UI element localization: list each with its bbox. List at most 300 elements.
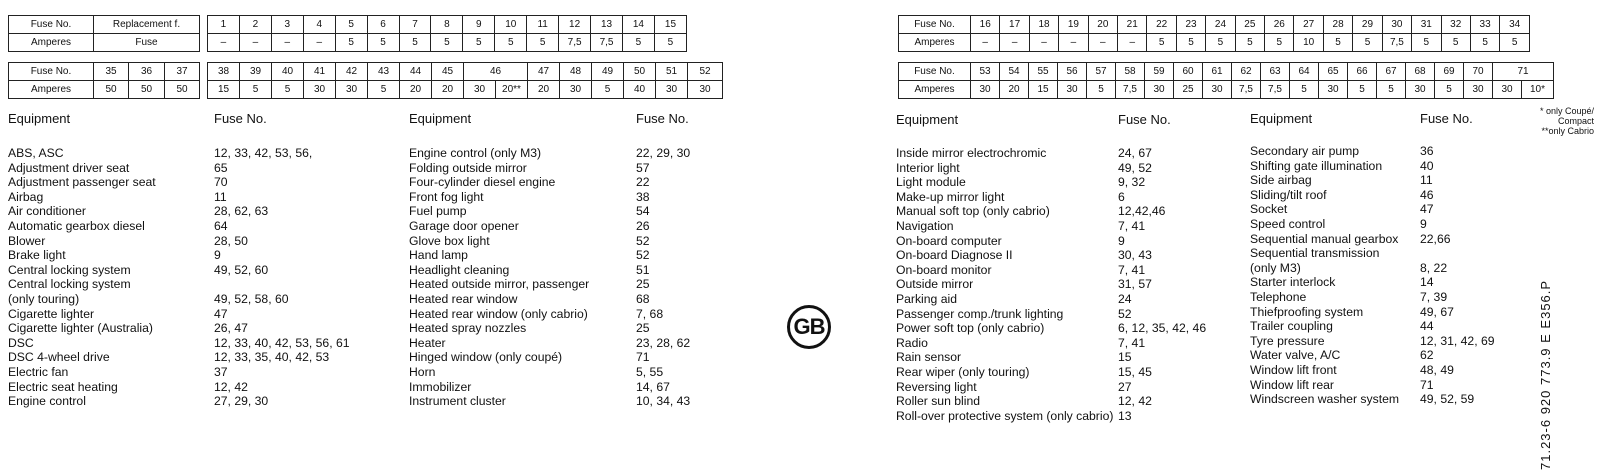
equipment-name: Central locking system	[8, 277, 131, 292]
equipment-fuses: 40	[1420, 158, 1434, 173]
equipment-name: Radio	[896, 335, 928, 350]
fuse-number-cell: 4	[303, 16, 335, 34]
footnote-compact: Compact	[1557, 116, 1594, 126]
equipment-name: Electric fan	[8, 364, 69, 379]
equipment-name: Hinged window (only coupé)	[409, 350, 563, 365]
fuse-number-cell: 57	[1087, 63, 1116, 81]
fuse-number-cell: 14	[622, 16, 654, 34]
ampere-cell: –	[971, 34, 1000, 52]
equipment-fuses: 8, 22	[1420, 260, 1448, 275]
fuse-table-2-labels	[8, 62, 200, 99]
ampere-cell: 5	[1290, 81, 1319, 99]
equipment-name: Shifting gate illumination	[1250, 158, 1383, 173]
ampere-cell: 50	[165, 81, 200, 99]
equipment-fuses: 6	[1118, 189, 1125, 204]
fuse-number-cell: 43	[368, 63, 400, 81]
fuse-list-2	[636, 146, 690, 409]
equipment-fuses: 57	[636, 160, 650, 175]
ampere-cell: 5	[1235, 34, 1264, 52]
equipment-name: (only touring)	[8, 291, 80, 306]
ampere-cell: 5	[592, 81, 624, 99]
equipment-name: Navigation	[896, 218, 954, 233]
equipment-fuses: 13	[1118, 408, 1132, 423]
ampere-cell: 5	[1412, 34, 1441, 52]
equipment-name: Electric seat heating	[8, 379, 118, 394]
equipment-list-1	[8, 146, 156, 409]
ampere-cell: 30	[1319, 81, 1348, 99]
fuse-no-label: Fuse No.	[899, 16, 971, 34]
fuse-no-header-3: Fuse No.	[1118, 112, 1171, 127]
ampere-cell: 10*	[1522, 81, 1554, 99]
fuse-number-cell: 30	[1382, 16, 1411, 34]
equipment-name: Blower	[8, 233, 46, 248]
equipment-name: Roller sun blind	[896, 394, 981, 409]
equipment-fuses: 26	[636, 218, 650, 233]
equipment-name: On-board Diagnose II	[896, 248, 1013, 263]
ampere-cell: 5	[431, 34, 463, 52]
fuse-table-2-values	[207, 62, 723, 99]
fuse-number-cell: 6	[367, 16, 399, 34]
fuse-number-cell: 11	[527, 16, 559, 34]
equipment-name: (only M3)	[1250, 260, 1301, 275]
equipment-fuses: 9, 32	[1118, 175, 1146, 190]
equipment-fuses: 49, 52, 59	[1420, 392, 1475, 407]
equipment-fuses: 52	[1118, 306, 1132, 321]
equipment-fuses: 26, 47	[214, 321, 248, 336]
ampere-cell: 5	[1441, 34, 1470, 52]
fuse-number-cell: 65	[1319, 63, 1348, 81]
fuse-number-cell: 37	[165, 63, 200, 81]
ampere-cell: 15	[1029, 81, 1058, 99]
fuse-number-cell: 67	[1377, 63, 1406, 81]
fuse-number-cell: 70	[1464, 63, 1493, 81]
equipment-fuses: 22,66	[1420, 231, 1451, 246]
ampere-cell: 5	[335, 34, 367, 52]
fuse-number-cell: 47	[528, 63, 560, 81]
equipment-name: Heated rear window	[409, 291, 518, 306]
equipment-name: Engine control	[8, 394, 86, 409]
equipment-fuses: 37	[214, 364, 228, 379]
ampere-cell: 25	[1174, 81, 1203, 99]
equipment-name: Heated spray nozzles	[409, 321, 527, 336]
fuse-number-cell: 44	[400, 63, 432, 81]
fuse-number-cell: 36	[129, 63, 165, 81]
fuse-number-cell: 61	[1203, 63, 1232, 81]
equipment-fuses: 71	[636, 350, 650, 365]
ampere-cell: 7,5	[1232, 81, 1261, 99]
equipment-fuses: 27, 29, 30	[214, 394, 269, 409]
ampere-cell: 30	[1058, 81, 1087, 99]
equipment-fuses: 31, 57	[1118, 277, 1152, 292]
equipment-fuses: 44	[1420, 319, 1434, 334]
equipment-fuses: 9	[1420, 216, 1427, 231]
ampere-cell: 5	[1206, 34, 1235, 52]
equipment-name: Side airbag	[1250, 173, 1312, 188]
equipment-name: Sequential manual gearbox	[1250, 231, 1399, 246]
equipment-name: Sliding/tilt roof	[1250, 187, 1327, 202]
equipment-name: Adjustment passenger seat	[8, 175, 156, 190]
ampere-cell: –	[1088, 34, 1117, 52]
equipment-name: Engine control (only M3)	[409, 146, 542, 160]
equipment-name: Light module	[896, 175, 966, 190]
equipment-name: Parking aid	[896, 291, 957, 306]
equipment-fuses: 49, 67	[1420, 304, 1454, 319]
equipment-name: Thiefproofing system	[1250, 304, 1364, 319]
equipment-name: Four-cylinder diesel engine	[409, 175, 556, 190]
fuse-number-cell: 28	[1323, 16, 1352, 34]
ampere-cell: 10	[1294, 34, 1323, 52]
fuse-number-cell: 64	[1290, 63, 1319, 81]
equipment-name: Adjustment driver seat	[8, 160, 130, 175]
equipment-name: Starter interlock	[1250, 275, 1336, 290]
ampere-cell: 5	[463, 34, 495, 52]
fuse-number-cell: 32	[1441, 16, 1470, 34]
equipment-header-3: Equipment	[896, 112, 959, 127]
fuse-number-cell: 46	[464, 63, 528, 81]
document-number: 71.23-6 920 773.9 E E356.P	[1538, 279, 1553, 470]
ampere-cell: 5	[1147, 34, 1176, 52]
equipment-fuses: 28, 62, 63	[214, 204, 269, 219]
fuse-number-cell: 23	[1176, 16, 1205, 34]
equipment-fuses: 12, 31, 42, 69	[1420, 333, 1495, 348]
fuse-table-1-values	[207, 15, 687, 52]
equipment-fuses: 64	[214, 218, 228, 233]
equipment-name: Heater	[409, 335, 446, 350]
fuse-number-cell: 50	[624, 63, 656, 81]
ampere-cell: 7,5	[591, 34, 623, 52]
ampere-cell: 5	[1353, 34, 1382, 52]
equipment-fuses: 24	[1118, 291, 1132, 306]
equipment-fuses: 9	[214, 248, 221, 263]
equipment-list-4	[1250, 144, 1399, 407]
equipment-fuses: 6, 12, 35, 42, 46	[1118, 321, 1207, 336]
equipment-name: Heated outside mirror, passenger	[409, 277, 590, 292]
fuse-number-cell: 33	[1470, 16, 1499, 34]
equipment-fuses: 10, 34, 43	[636, 394, 691, 409]
ampere-cell: 5	[367, 34, 399, 52]
fuse-number-cell: 41	[304, 63, 336, 81]
equipment-fuses: 46	[1420, 187, 1434, 202]
equipment-name: Air conditioner	[8, 204, 86, 219]
fuse-number-cell: 69	[1435, 63, 1464, 81]
ampere-cell: 30	[1493, 81, 1522, 99]
equipment-name: Glove box light	[409, 233, 490, 248]
fuse-number-cell: 9	[463, 16, 495, 34]
equipment-name: Instrument cluster	[409, 394, 506, 409]
fuse-number-cell: 18	[1029, 16, 1058, 34]
equipment-name: Immobilizer	[409, 379, 472, 394]
ampere-cell: 7,5	[1116, 81, 1145, 99]
fuse-no-header-4: Fuse No.	[1420, 111, 1473, 126]
ampere-cell: 30	[971, 81, 1000, 99]
amperes-label: Amperes	[899, 34, 971, 52]
equipment-fuses: 15	[1118, 350, 1132, 365]
equipment-name: Airbag	[8, 189, 44, 204]
fuse-number-cell: 54	[1000, 63, 1029, 81]
fuse-number-cell: 13	[591, 16, 623, 34]
equipment-fuses: 47	[1420, 202, 1434, 217]
fuse-no-header-2: Fuse No.	[636, 111, 689, 126]
equipment-name: Roll-over protective system (only cabrio)	[896, 408, 1114, 423]
fuse-number-cell: 52	[688, 63, 723, 81]
equipment-fuses: 49, 52, 60	[214, 262, 269, 277]
ampere-cell: 5	[1348, 81, 1377, 99]
equipment-fuses: 23, 28, 62	[636, 335, 691, 350]
equipment-name: Inside mirror electrochromic	[896, 146, 1047, 160]
equipment-fuses: 7, 41	[1118, 262, 1146, 277]
equipment-name: DSC 4-wheel drive	[8, 350, 110, 365]
equipment-fuses: 52	[636, 248, 650, 263]
ampere-cell: –	[239, 34, 271, 52]
equipment-header-4: Equipment	[1250, 111, 1313, 126]
equipment-name: Telephone	[1250, 289, 1307, 304]
ampere-cell: 30	[688, 81, 723, 99]
equipment-name: On-board computer	[896, 233, 1002, 248]
ampere-cell: 30	[464, 81, 496, 99]
ampere-cell: 40	[624, 81, 656, 99]
equipment-fuses: 36	[1420, 144, 1434, 158]
equipment-name: Reversing light	[896, 379, 977, 394]
equipment-name: Headlight cleaning	[409, 262, 510, 277]
fuse-number-cell: 58	[1116, 63, 1145, 81]
equipment-fuses: 7, 41	[1118, 218, 1146, 233]
fuse-number-cell: 24	[1206, 16, 1235, 34]
equipment-fuses: 27	[1118, 379, 1132, 394]
equipment-fuses: 14, 67	[636, 379, 670, 394]
equipment-name: Garage door opener	[409, 218, 519, 233]
equipment-name: Passenger comp./trunk lighting	[896, 306, 1064, 321]
ampere-cell: 20	[1000, 81, 1029, 99]
fuse-number-cell: 51	[656, 63, 688, 81]
equipment-name: Hand lamp	[409, 248, 468, 263]
fuse-number-cell: 34	[1500, 16, 1530, 34]
fuse-no-label: Fuse No.	[899, 63, 971, 81]
equipment-header-1: Equipment	[8, 111, 71, 126]
fuse-number-cell: 5	[335, 16, 367, 34]
equipment-name: Water valve, A/C	[1250, 348, 1341, 363]
equipment-name: Secondary air pump	[1250, 144, 1360, 158]
equipment-fuses: 11	[214, 189, 227, 204]
gb-country-badge: GB	[787, 305, 831, 349]
fuse-label: Fuse	[94, 34, 200, 52]
fuse-number-cell: 55	[1029, 63, 1058, 81]
ampere-cell: –	[303, 34, 335, 52]
equipment-fuses: 48, 49	[1420, 362, 1454, 377]
equipment-name: Tyre pressure	[1250, 333, 1325, 348]
fuse-number-cell: 7	[399, 16, 431, 34]
equipment-fuses: 12, 33, 40, 42, 53, 56, 61	[214, 335, 350, 350]
ampere-cell: 5	[272, 81, 304, 99]
equipment-name: Heated rear window (only cabrio)	[409, 306, 588, 321]
ampere-cell: –	[271, 34, 303, 52]
fuse-number-cell: 66	[1348, 63, 1377, 81]
fuse-list-4	[1420, 144, 1495, 407]
equipment-name: Rear wiper (only touring)	[896, 364, 1030, 379]
ampere-cell: 20	[432, 81, 464, 99]
fuse-number-cell: 42	[336, 63, 368, 81]
fuse-table-4	[898, 62, 1554, 99]
equipment-fuses: 5, 55	[636, 364, 664, 379]
fuse-number-cell: 26	[1265, 16, 1294, 34]
equipment-name: ABS, ASC	[8, 146, 64, 160]
ampere-cell: 15	[208, 81, 240, 99]
equipment-name: Central locking system	[8, 262, 131, 277]
equipment-fuses	[214, 277, 350, 292]
ampere-cell: –	[1029, 34, 1058, 52]
equipment-fuses: 12, 42	[1118, 394, 1152, 409]
footnote-cabrio: **only Cabrio	[1541, 126, 1594, 136]
fuse-table-1-labels	[8, 15, 200, 52]
equipment-name: Automatic gearbox diesel	[8, 218, 145, 233]
ampere-cell: –	[1118, 34, 1147, 52]
ampere-cell: 7,5	[1382, 34, 1411, 52]
equipment-fuses	[1420, 246, 1495, 261]
equipment-fuses: 38	[636, 189, 650, 204]
ampere-cell: 30	[1145, 81, 1174, 99]
ampere-cell: 50	[94, 81, 129, 99]
ampere-cell: 5	[1265, 34, 1294, 52]
equipment-fuses: 62	[1420, 348, 1434, 363]
fuse-number-cell: 27	[1294, 16, 1323, 34]
ampere-cell: 30	[1406, 81, 1435, 99]
fuse-number-cell: 29	[1353, 16, 1382, 34]
fuse-number-cell: 45	[432, 63, 464, 81]
fuse-no-label: Fuse No.	[9, 16, 94, 34]
equipment-name: Sequential transmission	[1250, 246, 1380, 261]
ampere-cell: 5	[240, 81, 272, 99]
equipment-name: Outside mirror	[896, 277, 974, 292]
equipment-name: Speed control	[1250, 216, 1326, 231]
equipment-name: Manual soft top (only cabrio)	[896, 204, 1050, 219]
ampere-cell: 5	[1176, 34, 1205, 52]
equipment-fuses: 25	[636, 321, 650, 336]
equipment-name: Folding outside mirror	[409, 160, 527, 175]
fuse-number-cell: 20	[1088, 16, 1117, 34]
equipment-name: Interior light	[896, 160, 960, 175]
equipment-name: Windscreen washer system	[1250, 392, 1400, 407]
equipment-fuses: 71	[1420, 377, 1434, 392]
ampere-cell: 7,5	[1261, 81, 1290, 99]
fuse-table-3	[898, 15, 1530, 52]
ampere-cell: 50	[129, 81, 165, 99]
equipment-name: Front fog light	[409, 189, 484, 204]
equipment-fuses: 30, 43	[1118, 248, 1152, 263]
ampere-cell: 5	[1500, 34, 1530, 52]
equipment-fuses: 68	[636, 291, 650, 306]
amperes-label: Amperes	[9, 81, 94, 99]
fuse-number-cell: 63	[1261, 63, 1290, 81]
fuse-number-cell: 15	[654, 16, 686, 34]
ampere-cell: 5	[1087, 81, 1116, 99]
equipment-fuses: 12,42,46	[1118, 204, 1166, 219]
equipment-fuses: 49, 52, 58, 60	[214, 291, 289, 306]
fuse-list-3	[1118, 146, 1206, 423]
ampere-cell: 5	[622, 34, 654, 52]
ampere-cell: 5	[1377, 81, 1406, 99]
fuse-number-cell: 8	[431, 16, 463, 34]
equipment-name: Window lift front	[1250, 362, 1337, 377]
equipment-fuses: 70	[214, 175, 228, 190]
footnote-coupe: * only Coupé/	[1539, 106, 1594, 116]
fuse-number-cell: 22	[1147, 16, 1176, 34]
equipment-list-2	[409, 146, 589, 409]
footnote	[1476, 106, 1594, 136]
ampere-cell: 20	[400, 81, 432, 99]
fuse-number-cell: 60	[1174, 63, 1203, 81]
amperes-label: Amperes	[899, 81, 971, 99]
fuse-number-cell: 31	[1412, 16, 1441, 34]
equipment-fuses: 11	[1420, 173, 1433, 188]
fuse-number-cell: 53	[971, 63, 1000, 81]
fuse-number-cell: 2	[239, 16, 271, 34]
fuse-number-cell: 68	[1406, 63, 1435, 81]
fuse-number-cell: 19	[1059, 16, 1088, 34]
fuse-number-cell: 49	[592, 63, 624, 81]
equipment-fuses: 52	[636, 233, 650, 248]
equipment-fuses: 7, 39	[1420, 289, 1448, 304]
equipment-fuses: 7, 41	[1118, 335, 1146, 350]
ampere-cell: 5	[368, 81, 400, 99]
equipment-fuses: 47	[214, 306, 228, 321]
amperes-label: Amperes	[9, 34, 94, 52]
fuse-no-label: Fuse No.	[9, 63, 94, 81]
equipment-name: Horn	[409, 364, 436, 379]
equipment-name: Window lift rear	[1250, 377, 1334, 392]
fuse-number-cell: 16	[971, 16, 1000, 34]
fuse-number-cell: 10	[495, 16, 527, 34]
equipment-name: Trailer coupling	[1250, 319, 1333, 334]
fuse-number-cell: 56	[1058, 63, 1087, 81]
equipment-name: Rain sensor	[896, 350, 962, 365]
equipment-fuses: 12, 42	[214, 379, 248, 394]
equipment-name: DSC	[8, 335, 34, 350]
fuse-number-cell: 17	[1000, 16, 1029, 34]
fuse-no-header-1: Fuse No.	[214, 111, 267, 126]
equipment-fuses: 65	[214, 160, 228, 175]
equipment-fuses: 12, 33, 35, 40, 42, 53	[214, 350, 330, 365]
ampere-cell: 5	[1435, 81, 1464, 99]
fuse-number-cell: 12	[559, 16, 591, 34]
equipment-name: Power soft top (only cabrio)	[896, 321, 1045, 336]
ampere-cell: –	[1000, 34, 1029, 52]
equipment-name: Fuel pump	[409, 204, 467, 219]
equipment-name: Brake light	[8, 248, 66, 263]
ampere-cell: 30	[560, 81, 592, 99]
ampere-cell: 30	[1464, 81, 1493, 99]
ampere-cell: 30	[336, 81, 368, 99]
fuse-number-cell: 25	[1235, 16, 1264, 34]
fuse-number-cell: 40	[272, 63, 304, 81]
equipment-fuses: 14	[1420, 275, 1434, 290]
equipment-fuses: 24, 67	[1118, 146, 1152, 160]
ampere-cell: 7,5	[559, 34, 591, 52]
fuse-list-1	[214, 146, 350, 409]
equipment-name: Cigarette lighter (Australia)	[8, 321, 153, 336]
fuse-number-cell: 21	[1118, 16, 1147, 34]
ampere-cell: 5	[1470, 34, 1499, 52]
ampere-cell: 5	[654, 34, 686, 52]
equipment-fuses: 49, 52	[1118, 160, 1152, 175]
fuse-number-cell: 62	[1232, 63, 1261, 81]
equipment-fuses: 9	[1118, 233, 1125, 248]
equipment-fuses: 51	[636, 262, 650, 277]
fuse-number-cell: 59	[1145, 63, 1174, 81]
fuse-number-cell: 3	[271, 16, 303, 34]
equipment-name: Cigarette lighter	[8, 306, 95, 321]
fuse-number-cell: 39	[240, 63, 272, 81]
ampere-cell: 30	[656, 81, 688, 99]
equipment-fuses: 12, 33, 42, 53, 56,	[214, 146, 313, 160]
